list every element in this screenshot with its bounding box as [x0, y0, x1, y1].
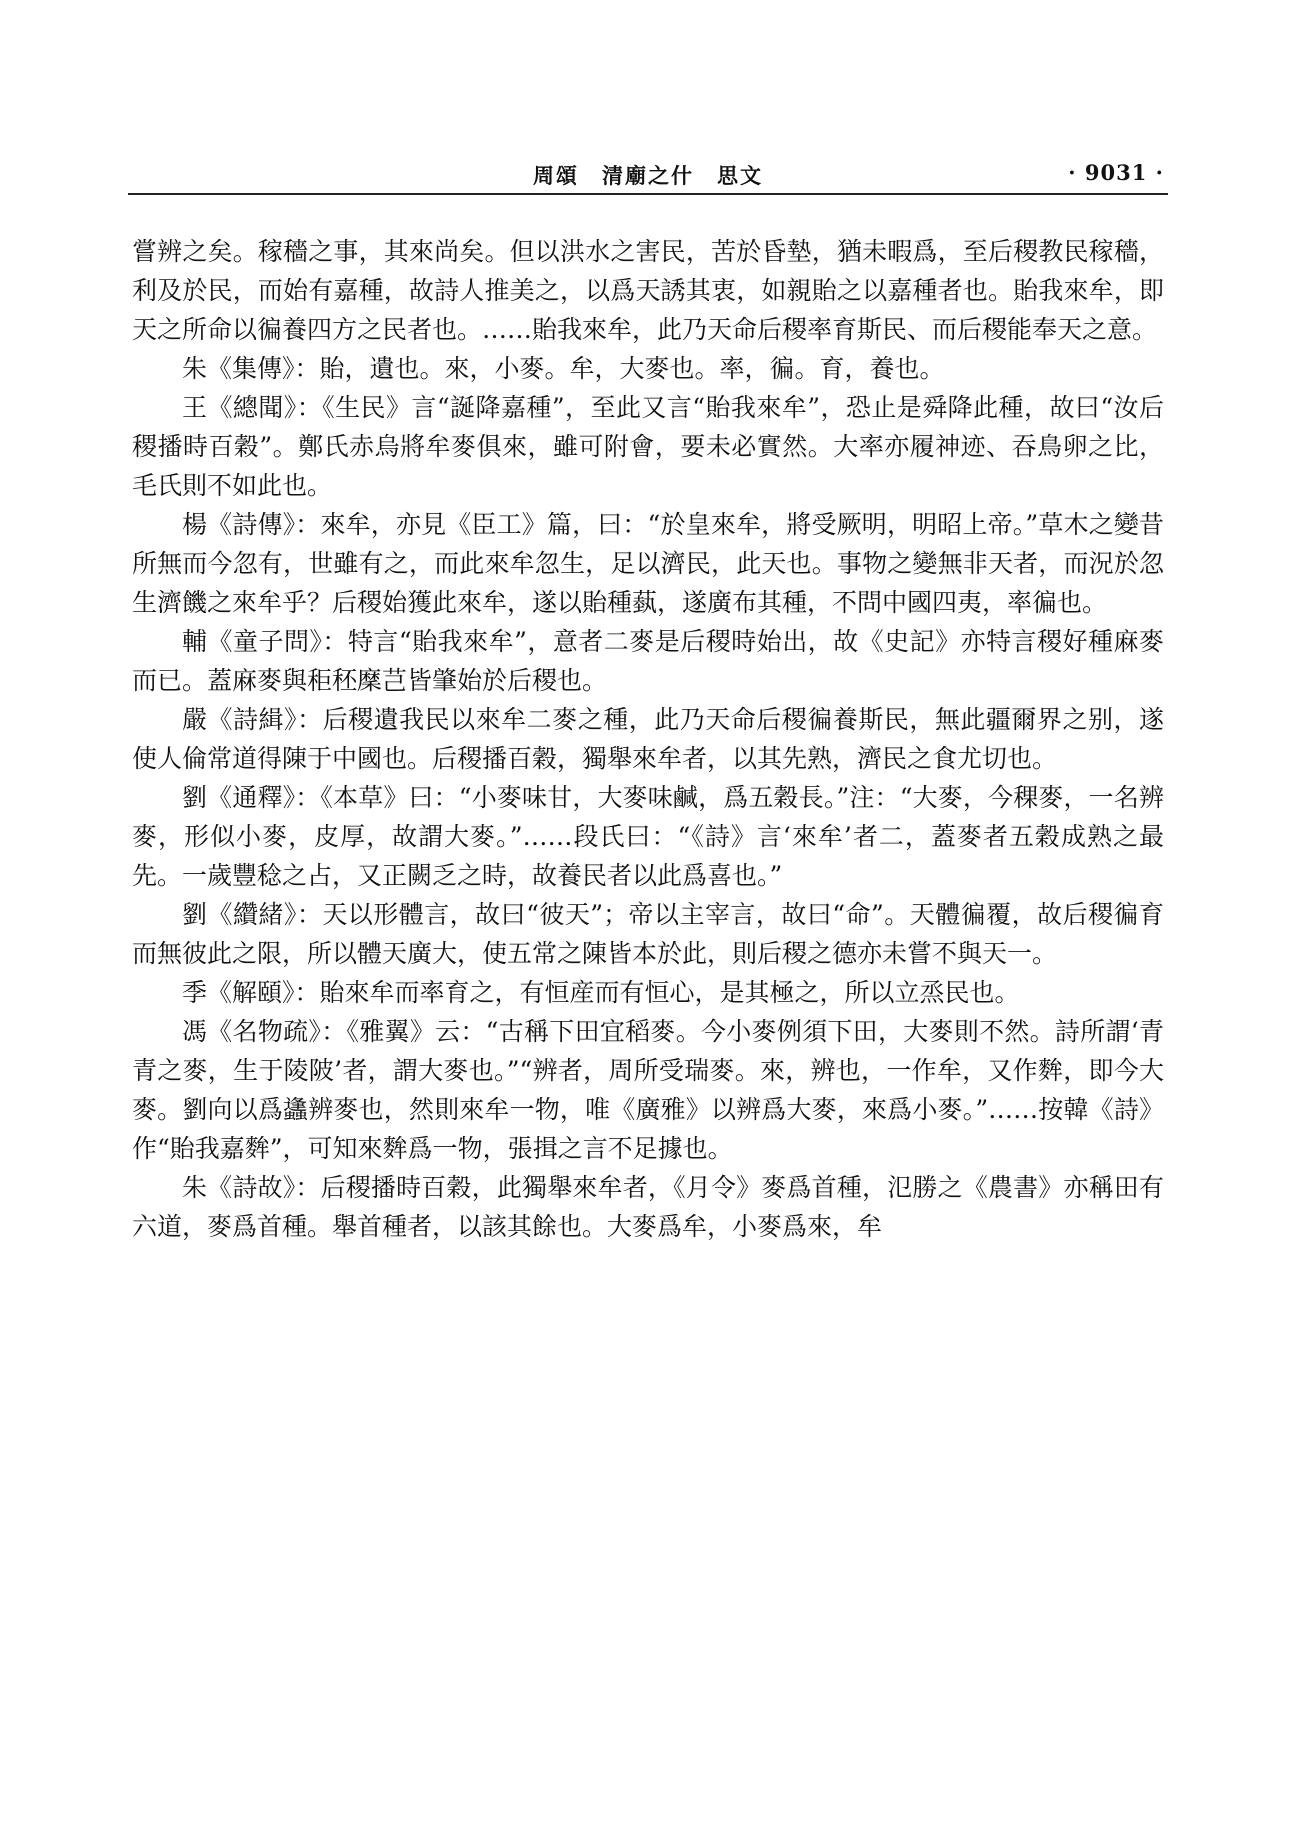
paragraph-wang-zongwen: 王《總聞》：《生民》言“誕降嘉種”，至此又言“貽我來牟”，恐止是舜降此種，故曰“汝后稷播時百穀”。鄭氏赤烏將牟麥俱來，雖可附會，要未必實然。大率亦履神迹、吞鳥卵之比，毛氏則不如此也。: [132, 393, 1164, 500]
paragraph-continuation: 嘗辨之矣。稼穡之事，其來尚矣。但以洪水之害民，苦於昏墊，猶未暇爲，至后稷教民稼穡，利及於民，而始有嘉種，故詩人推美之，以爲天誘其衷，如親貽之以嘉種者也。貽我來牟，即天之所命以徧養四方之民者也。……貽我來牟，此乃天命后稷率育斯民、而后稷能奉天之意。: [132, 237, 1164, 344]
running-title: 周頌 清廟之什 思文: [533, 163, 763, 188]
paragraph-liu-zuanxu: 劉《纘緒》：天以形體言，故曰“彼天”；帝以主宰言，故曰“命”。天體徧覆，故后稷徧育而無彼此之限，所以體天廣大，使五常之陳皆本於此，則后稷之德亦未嘗不與天一。: [132, 900, 1164, 968]
paragraph-zhu-shigu: 朱《詩故》：后稷播時百穀，此獨舉來牟者，《月令》麥爲首種，氾勝之《農書》亦稱田有六道，麥爲首種。舉首種者，以該其餘也。大麥爲牟，小麥爲來，牟: [132, 1173, 1164, 1241]
paragraph-yan-shiji: 嚴《詩緝》：后稷遺我民以來牟二麥之種，此乃天命后稷徧養斯民，無此疆爾界之别，遂使人倫常道得陳于中國也。后稷播百穀，獨舉來牟者，以其先熟，濟民之食尤切也。: [132, 705, 1164, 773]
page-number: · 9031 ·: [1068, 160, 1164, 185]
body-text: [132, 232, 1164, 1246]
paragraph-yang-shizhuan: 楊《詩傳》：來牟，亦見《臣工》篇，曰：“於皇來牟，將受厥明，明昭上帝。”草木之變昔所無而今忽有，世雖有之，而此來牟忽生，足以濟民，此天也。事物之變無非天者，而況於忽生濟饑之來牟乎？后稷始獲此來牟，遂以貽種蓺，遂廣布其種，不問中國四夷，率徧也。: [132, 510, 1164, 617]
paragraph-feng-mingwushu: 馮《名物疏》：《雅翼》云：“古稱下田宜稻麥。今小麥例須下田，大麥則不然。詩所謂‘青青之麥，生于陵陂’者，謂大麥也。”“辨者，周所受瑞麥。來，辨也，一作牟，又作麰，即今大麥。劉向以爲蠭辨麥也，然則來牟一物，唯《廣雅》以辨爲大麥，來爲小麥。”……按韓《詩》作“貽我嘉麰”，可知來麰爲一物，張揖之言不足據也。: [132, 1017, 1164, 1163]
paragraph-fu-tongziwen: 輔《童子問》：特言“貽我來牟”，意者二麥是后稷時始出，故《史記》亦特言稷好種麻麥而已。蓋麻麥與秬秠穈芑皆肇始於后稷也。: [132, 627, 1164, 695]
paragraph-zhu-jizhuan: 朱《集傳》：貽，遺也。來，小麥。牟，大麥也。率，徧。育，養也。: [182, 354, 945, 383]
paragraph-liu-tongshi: 劉《通釋》：《本草》曰：“小麥味甘，大麥味鹹，爲五穀長。”注：“大麥，今稞麥，一名辨麥，形似小麥，皮厚，故謂大麥。”……段氏曰：“《詩》言‘來牟’者二，蓋麥者五穀成熟之最先。一歲豐稔之占，又正闕乏之時，故養民者以此爲喜也。”: [132, 783, 1164, 890]
page-header: [128, 160, 1168, 196]
header-rule: [128, 193, 1168, 195]
paragraph-ji-jieyi: 季《解頤》：貽來牟而率育之，有恒産而有恒心，是其極之，所以立烝民也。: [182, 978, 1020, 1007]
